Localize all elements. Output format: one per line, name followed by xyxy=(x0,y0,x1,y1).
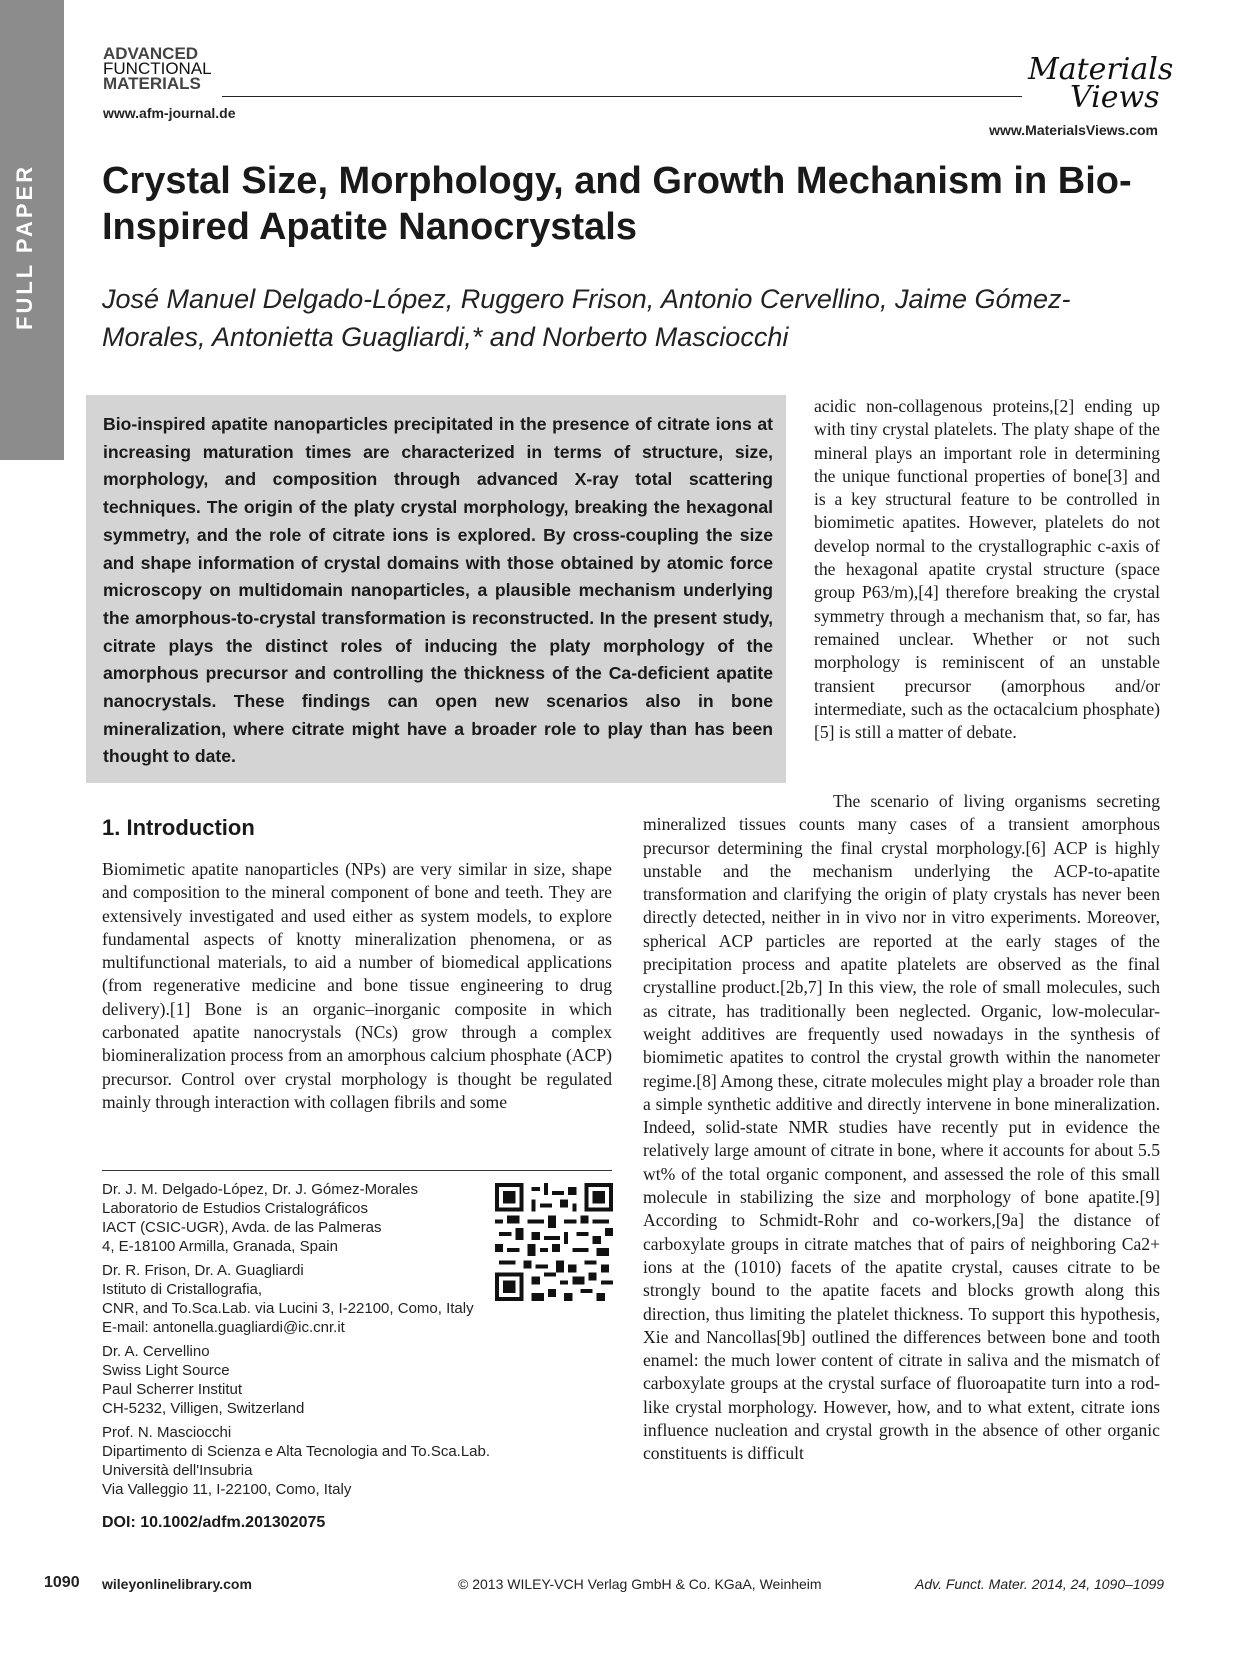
logo-line1: ADVANCED xyxy=(103,44,199,63)
journal-url[interactable]: www.afm-journal.de xyxy=(103,105,236,121)
materialsviews-url[interactable]: www.MaterialsViews.com xyxy=(989,122,1158,138)
section-tab xyxy=(0,0,64,460)
journal-logo xyxy=(103,46,212,91)
logo-line2: FUNCTIONAL xyxy=(103,59,212,78)
article-doi[interactable]: DOI: 10.1002/adfm.201302075 xyxy=(102,1514,326,1531)
logo-line3: MATERIALS xyxy=(103,74,201,93)
section-tab-label: FULL PAPER xyxy=(12,163,37,330)
article-title: Crystal Size, Morphology, and Growth Mechanism in Bio-Inspired Apatite Nanocrystals xyxy=(102,160,1132,248)
footer-copyright: © 2013 WILEY-VCH Verlag GmbH & Co. KGaA, Weinheim xyxy=(458,1576,822,1592)
intro-left-column: Biomimetic apatite nanoparticles (NPs) are very similar in size, shape and composition to the mineral component of bone and teeth. They are extensively investigated and used either as system models, to explore fundamental aspects of knotty mineralization phenomena, or as multifunctional materials, to aid a number of biomedical applications (from regenerative medicine and bone tissue engineering to drug delivery).[1] Bone is an organic–inorganic composite in which carbonated apatite nanocrystals (NCs) grow through a complex biomineralization process from an amorphous calcium phosphate (ACP) precursor. Control over crystal morphology is thought be regulated mainly through interaction with collagen fibrils and some xyxy=(102,859,612,1112)
affiliation-4: Prof. N. Masciocchi Dipartimento di Scienza e Alta Tecnologia and To.Sca.Lab. Università dell'Insubria Via Valleggio 11, I-22100, Como, Italy xyxy=(102,1424,491,1498)
abstract: Bio-inspired apatite nanoparticles precipitated in the presence of citrate ions at increasing maturation times are characterized in terms of structure, size, morphology, and composition through advanced X-ray total scattering techniques. The origin of the platy crystal morphology, breaking the hexagonal symmetry, and the role of citrate ions is explored. By cross-coupling the size and shape information of crystal domains with those obtained by atomic force microscopy on multidomain nanoparticles, a plausible mechanism underlying the amorphous-to-crystal transformation is reconstructed. In the present study, citrate plays the distinct roles of inducing the platy morphology of the amorphous precursor and controlling the thickness of the Ca-deficient apatite nanocrystals. These findings can open new scenarios also in bone mineralization, where citrate might have a broader role to play than has been thought to date. xyxy=(103,414,773,767)
author-list: José Manuel Delgado-López, Ruggero Frison, Antonio Cervellino, Jaime Gómez-Morales, Antonietta Guagliardi,* and Norberto Masciocchi xyxy=(102,284,1071,352)
affiliation-2: Dr. R. Frison, Dr. A. Guagliardi Istituto di Cristallografia, CNR, and To.Sca.Lab. via Lucini 3, I-22100, Como, Italy E-mail: antonella.guagliardi@ic.cnr.it xyxy=(102,1262,474,1336)
materialsviews-logo xyxy=(1028,52,1174,115)
intro-right-column: The scenario of living organisms secreting mineralized tissues counts many cases of a transient amorphous precursor determining the final crystal morphology.[6] ACP is highly unstable and the mechanism underlying the ACP-to-apatite transformation and clarifying the origin of platy crystals has never been directly detected, neither in in vivo nor in vitro experiments. Moreover, spherical ACP particles are reported at the early stages of the precipitation process and apatite platelets are observed as the final crystalline product.[2b,7] In this view, the role of small molecules, such as citrate, has traditionally been neglected. Organic, low-molecular-weight additives are frequently used nowadays in the synthesis of biomimetic apatites to control the crystal growth within the nanometer regime.[8] Among these, citrate molecules might play a broader role than a simple synthetic additive and directly intervene in bone mineralization. Indeed, solid-state NMR studies have recently put in evidence the relatively large amount of citrate in bone, where it accounts for about 5.5 wt% of the total organic component, and assessed the role of this small molecule in stabilizing the size and morphology of bone apatite.[9] According to Schmidt-Rohr and co-workers,[9a] the distance of carboxylate groups in citrate matches that of pairs of neighboring Ca2+ ions at the (1010) facets of the apatite crystal, causes citrate to be strongly bound to the apatite facets and blocks growth along this direction, thus limiting the platelet thickness. To support this hypothesis, Xie and Nancollas[9b] outlined the differences between bone and tooth enamel: the much lower content of citrate in saliva and the mismatch of carboxylate groups at the crystal surface of fluoroapatite turn into a rod-like crystal morphology. However, how, and to what extent, citrate ions influence nucleation and crystal growth in the absence of other organic constituents is difficult xyxy=(643,791,1160,1464)
qr-code-icon[interactable] xyxy=(495,1183,613,1301)
affiliation-3: Dr. A. Cervellino Swiss Light Source Paul Scherrer Institut CH-5232, Villigen, Switzerland xyxy=(102,1343,305,1417)
mv-logo-line2: Views xyxy=(1070,80,1160,115)
affiliation-rule xyxy=(102,1170,612,1171)
mv-logo-line1: Materials xyxy=(1028,52,1174,87)
footer-site[interactable]: wileyonlinelibrary.com xyxy=(102,1576,252,1592)
affiliation-1: Dr. J. M. Delgado-López, Dr. J. Gómez-Morales Laboratorio de Estudios Cristalográficos IACT (CSIC-UGR), Avda. de las Palmeras 4, E-18100 Armilla, Granada, Spain xyxy=(102,1181,418,1255)
section-heading: 1. Introduction xyxy=(102,815,255,840)
page-number: 1090 xyxy=(44,1574,80,1591)
right-column-top: acidic non-collagenous proteins,[2] ending up with tiny crystal platelets. The platy shape of the mineral plays an important role in determining the unique functional properties of bone[3] and is a key structural feature to be controlled in biomimetic apatites. However, platelets do not develop normal to the crystallographic c-axis of the hexagonal apatite crystal structure (space group P63/m),[4] therefore breaking the crystal symmetry through a mechanism that, so far, has remained unclear. Whether or not such morphology is reminiscent of an unstable transient precursor (amorphous and/or intermediate, such as the octacalcium phosphate)[5] is still a matter of debate. xyxy=(814,396,1160,743)
header-rule xyxy=(222,96,1022,97)
footer-citation: Adv. Funct. Mater. 2014, 24, 1090–1099 xyxy=(915,1576,1165,1592)
